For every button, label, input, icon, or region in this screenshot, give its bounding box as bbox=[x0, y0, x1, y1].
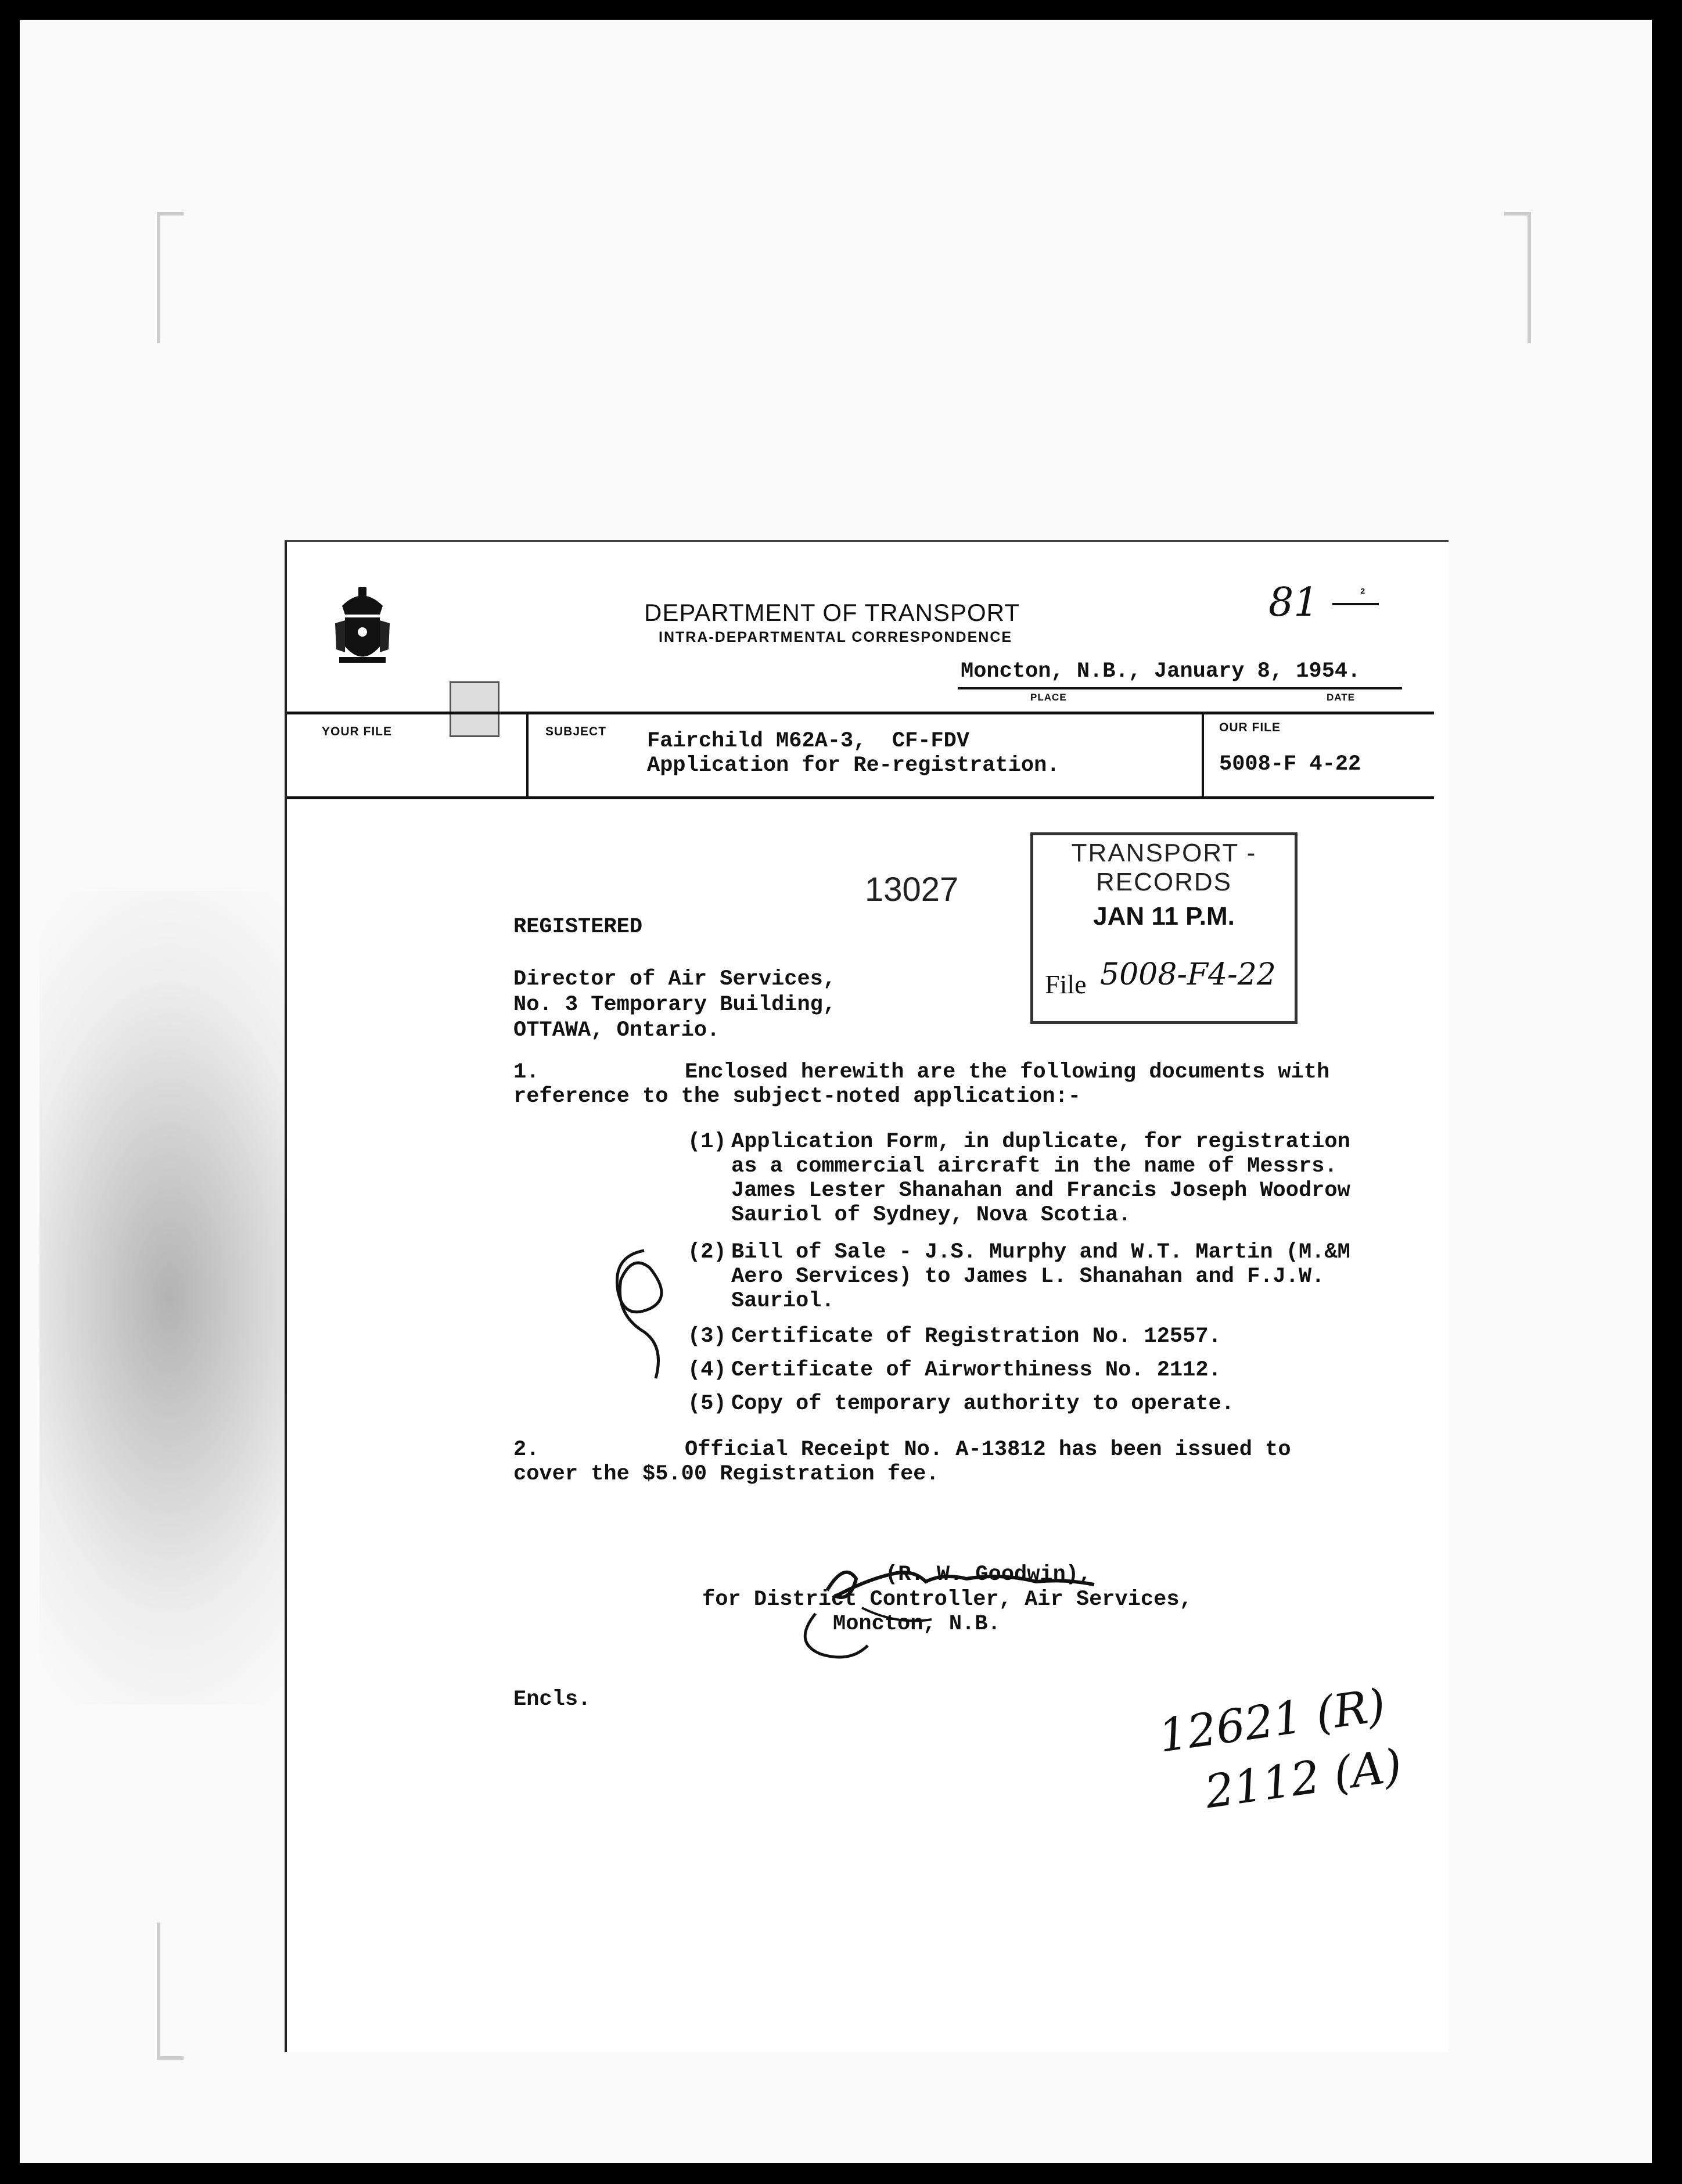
box-divider bbox=[1202, 712, 1204, 799]
paragraph-2-number: 2. bbox=[513, 1438, 540, 1462]
stamp-date: JAN 11 P.M. bbox=[1093, 902, 1235, 931]
stamp-title: TRANSPORT - RECORDS bbox=[1071, 839, 1257, 896]
our-file-number: 5008-F 4-22 bbox=[1219, 752, 1361, 777]
box-bottom-rule bbox=[287, 796, 1434, 799]
addressee-line: Director of Air Services, bbox=[513, 967, 836, 992]
item-line: Application Form, in duplicate, for registration bbox=[731, 1130, 1350, 1154]
page-number: 81 bbox=[1268, 580, 1319, 626]
paragraph-1-line: reference to the subject-noted application:- bbox=[513, 1084, 1081, 1109]
item-number: (4) bbox=[688, 1358, 727, 1382]
handwritten-note-line-1: 12621 (R) bbox=[1155, 1679, 1389, 1763]
your-file-label: YOUR FILE bbox=[322, 725, 393, 738]
item-line: as a commercial aircraft in the name of Messrs. bbox=[731, 1154, 1338, 1179]
item-line: Bill of Sale - J.S. Murphy and W.T. Martin (M.&M bbox=[731, 1240, 1350, 1265]
item-number: (1) bbox=[688, 1130, 727, 1154]
stamp-file-label: File bbox=[1045, 969, 1087, 999]
item-line: Certificate of Airworthiness No. 2112. bbox=[731, 1358, 1221, 1382]
crop-mark bbox=[1504, 212, 1531, 343]
signatory-name: (R. W. Goodwin), bbox=[885, 1562, 1092, 1587]
item-line: James Lester Shanahan and Francis Joseph Woodrow bbox=[731, 1179, 1350, 1203]
item-line: Aero Services) to James L. Shanahan and F.J.W. bbox=[731, 1265, 1325, 1289]
paper-clip-mark bbox=[450, 681, 499, 737]
box-divider bbox=[526, 712, 529, 799]
place-date: Moncton, N.B., January 8, 1954. bbox=[961, 659, 1361, 684]
department-heading: DEPARTMENT OF TRANSPORT bbox=[644, 599, 1020, 626]
paragraph-1-number: 1. bbox=[513, 1060, 540, 1084]
record-number: 13027 bbox=[865, 871, 959, 908]
crop-mark bbox=[157, 1923, 184, 2060]
records-stamp bbox=[1030, 832, 1298, 1024]
place-date-rule bbox=[958, 687, 1402, 689]
paragraph-2-line: cover the $5.00 Registration fee. bbox=[513, 1462, 939, 1486]
addressee-line: No. 3 Temporary Building, bbox=[513, 993, 836, 1017]
item-number: (3) bbox=[688, 1324, 727, 1349]
item-line: Sauriol. bbox=[731, 1289, 835, 1313]
item-line: Sauriol of Sydney, Nova Scotia. bbox=[731, 1203, 1131, 1227]
our-file-label: OUR FILE bbox=[1219, 721, 1281, 734]
stamp-file-number: 5008-F4-22 bbox=[1100, 957, 1276, 992]
handwritten-note-line-2: 2112 (A) bbox=[1202, 1739, 1406, 1819]
date-label: DATE bbox=[1327, 692, 1356, 703]
enclosures-notation: Encls. bbox=[513, 1687, 591, 1712]
subject-line-1: Fairchild M62A-3, CF-FDV bbox=[647, 729, 970, 753]
box-top-rule bbox=[287, 712, 1434, 714]
item-line: Certificate of Registration No. 12557. bbox=[731, 1324, 1221, 1349]
coat-of-arms-icon bbox=[330, 583, 394, 670]
correspondence-subheading: INTRA-DEPARTMENTAL CORRESPONDENCE bbox=[659, 629, 1013, 645]
page-mark: 2 bbox=[1360, 587, 1365, 597]
crop-mark bbox=[157, 212, 184, 343]
signatory-place: Moncton, N.B. bbox=[833, 1612, 1001, 1636]
item-line: Copy of temporary authority to operate. bbox=[731, 1392, 1234, 1416]
subject-label: SUBJECT bbox=[545, 725, 607, 738]
page-number-rule bbox=[1332, 603, 1379, 605]
item-number: (2) bbox=[688, 1240, 727, 1265]
paragraph-1-line: Enclosed herewith are the following documents with bbox=[685, 1060, 1330, 1084]
subject-line-2: Application for Re-registration. bbox=[647, 753, 1060, 778]
memo-page bbox=[285, 540, 1449, 2052]
registered-notation: REGISTERED bbox=[513, 915, 643, 939]
paragraph-2-line: Official Receipt No. A-13812 has been issued to bbox=[685, 1438, 1291, 1462]
signatory-title: for District Controller, Air Services, bbox=[702, 1587, 1192, 1612]
handwritten-bracket-mark bbox=[609, 1245, 685, 1384]
addressee-line: OTTAWA, Ontario. bbox=[513, 1018, 720, 1043]
item-number: (5) bbox=[688, 1392, 727, 1416]
place-label: PLACE bbox=[1030, 692, 1067, 703]
